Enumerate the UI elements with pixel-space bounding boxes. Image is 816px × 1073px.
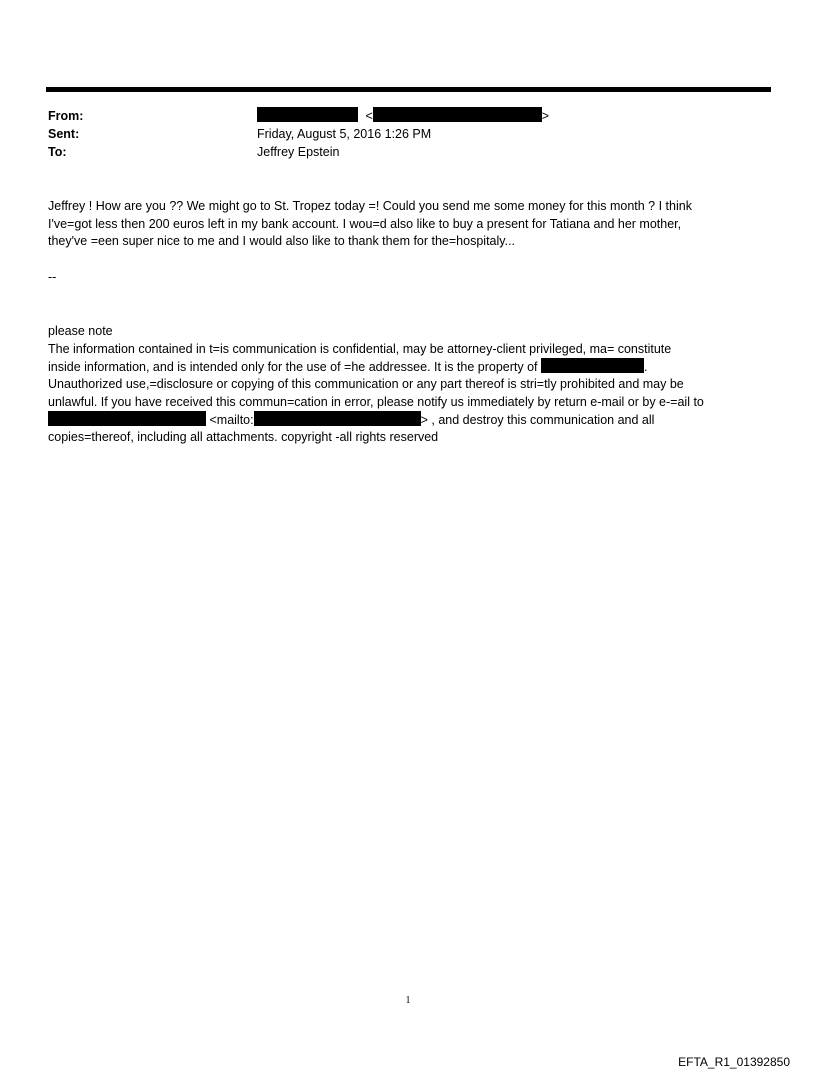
disclaimer-text: > , and destroy this communication and all	[420, 413, 655, 428]
disclaimer-heading: please note	[48, 324, 113, 338]
redaction-box	[373, 107, 542, 122]
disclaimer-line: The information contained in t=is communication is confidential, may be attorney-client privileged, ma= constitute	[48, 341, 672, 356]
email-body	[48, 198, 692, 251]
disclaimer-line: copies=thereof, including all attachments. copyright -all rights reserved	[48, 430, 439, 445]
disclaimer-line: unlawful. If you have received this commun=cation in error, please notify us immediately by return e-mail or by e-=ail to	[48, 394, 704, 409]
disclaimer	[48, 323, 704, 447]
disclaimer-line: Unauthorized use,=disclosure or copying of this communication or any part thereof is stri=tly prohibited and may be	[48, 377, 684, 392]
body-line: I've=got less then 200 euros left in my bank account. I wou=d also like to buy a present for Tatiana and her mother,	[48, 216, 682, 231]
to-value: Jeffrey Epstein	[257, 145, 340, 159]
body-line: they've =een super nice to me and I would also like to thank them for the=hospitaly...	[48, 234, 516, 249]
from-value	[257, 107, 549, 125]
header-rule	[46, 87, 771, 92]
redaction-box	[48, 411, 206, 426]
sent-value: Friday, August 5, 2016 1:26 PM	[257, 127, 432, 141]
document-id: EFTA_R1_01392850	[678, 1055, 790, 1069]
sent-label: Sent:	[48, 127, 80, 141]
from-open-bracket: <	[365, 109, 373, 123]
redaction-box	[257, 107, 358, 122]
redaction-box	[541, 358, 644, 373]
redaction-box	[254, 411, 421, 426]
mailto-text: <mailto:	[209, 413, 254, 428]
from-close-bracket: >	[541, 109, 550, 123]
body-line: Jeffrey ! How are you ?? We might go to St. Tropez today =! Could you send me some money for this month ? I think	[48, 199, 692, 213]
to-label: To:	[48, 145, 67, 159]
disclaimer-text: inside information, and is intended only for the use of =he addressee. It is the property of	[48, 360, 538, 375]
disclaimer-line	[48, 358, 704, 376]
page-number: 1	[405, 995, 411, 1006]
disclaimer-line	[48, 411, 704, 429]
signature-separator: --	[48, 270, 57, 284]
from-label: From:	[48, 109, 84, 123]
disclaimer-text: .	[644, 360, 648, 375]
